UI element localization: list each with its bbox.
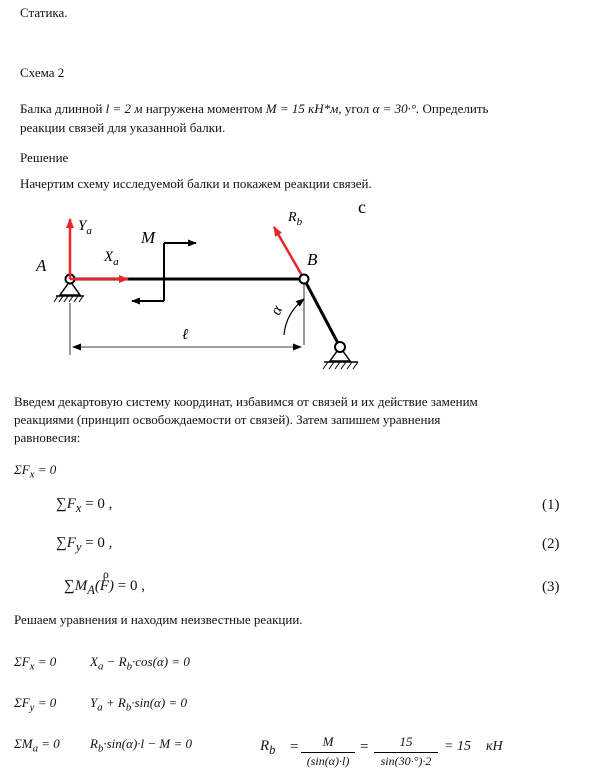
fraction-1-numerator: M (322, 734, 334, 749)
fraction-1-denominator: (sin(α)·l) (306, 754, 350, 768)
equation-1-number: (1) (542, 497, 560, 513)
result-unit: кН (486, 739, 503, 754)
joint-b (300, 275, 309, 284)
equation-1: $\sum F_x = 0$ , (56, 496, 113, 515)
inclined-rod (304, 279, 340, 347)
label-rb: $R_b$ (288, 210, 303, 228)
label-l: ℓ (182, 327, 189, 343)
equation-3-number: (3) (542, 579, 560, 595)
fraction-2-numerator: 15 (399, 734, 413, 749)
angle-arc (284, 299, 304, 335)
equation-3: $\sum M_A(F)$ ρ = 0 , (64, 567, 145, 597)
label-c: c (358, 197, 366, 217)
fraction-1-bar (301, 752, 355, 753)
solved-eq-2: $Y_a + R_b\cdot\sin(\alpha) = 0$ (90, 695, 187, 714)
intro-paragraph: Введем декартовую систему координат, избавимся от связей и их действие заменим реакциями (принцип освобождаемости от связей). Затем запишем уравнения равновесия: (14, 394, 478, 445)
solved-row-3: $\Sigma M_a = 0$ (14, 736, 60, 755)
solve-sentence: Решаем уравнения и находим неизвестные реакции. (14, 612, 303, 627)
solved-eq-3: $R_b\cdot\sin(\alpha)\cdot l - M = 0$ (90, 736, 193, 755)
beam-diagram (0, 195, 600, 385)
result-eq-2: = (360, 739, 369, 755)
label-b: B (307, 250, 318, 269)
draw-sentence: Начертим схему исследуемой балки и покажем реакции связей. (20, 176, 372, 191)
equation-2-number: (2) (542, 536, 560, 552)
result-value: = 15 (444, 739, 471, 754)
problem-statement: Балка длинной l = 2 м нагружена моментом M = 15 кН*м, угол α = 30·°. Определить реакции связей для указанной балки. (20, 101, 489, 135)
label-xa: $X_a$ (104, 249, 119, 268)
vector-mark: ρ (102, 567, 109, 581)
equation-2: $\sum F_y = 0$ , (56, 535, 113, 554)
label-alpha: α (267, 303, 287, 318)
reaction-rb-arrow (274, 227, 304, 279)
fraction-2-bar (374, 752, 438, 753)
result-eq-1: = (290, 739, 299, 755)
moment-value: M = 15 кН*м, (265, 101, 342, 116)
label-a: A (36, 256, 47, 275)
solved-row-2: $\Sigma F_y = 0$ (14, 695, 57, 714)
moment-symbol (132, 243, 196, 301)
pin-support-rod (323, 342, 358, 369)
angle-value: α = 30·°. (372, 101, 420, 116)
subject-title: Статика. (20, 5, 68, 20)
result-lhs: $R_b$ (260, 738, 276, 757)
eq-header: $\Sigma F_x = 0$ (14, 462, 57, 481)
scheme-title: Схема 2 (20, 65, 65, 80)
label-ya: $Y_a$ (78, 218, 92, 237)
length-value: l = 2 м (105, 101, 143, 116)
solved-row-1: $\Sigma F_x = 0$ (14, 654, 57, 673)
solved-eq-1: $X_a - R_b\cdot\cos(\alpha) = 0$ (90, 654, 190, 673)
label-m: M (141, 228, 156, 247)
solution-heading: Решение (20, 150, 69, 165)
fraction-2-denominator: sin(30·°)·2 (380, 754, 432, 768)
